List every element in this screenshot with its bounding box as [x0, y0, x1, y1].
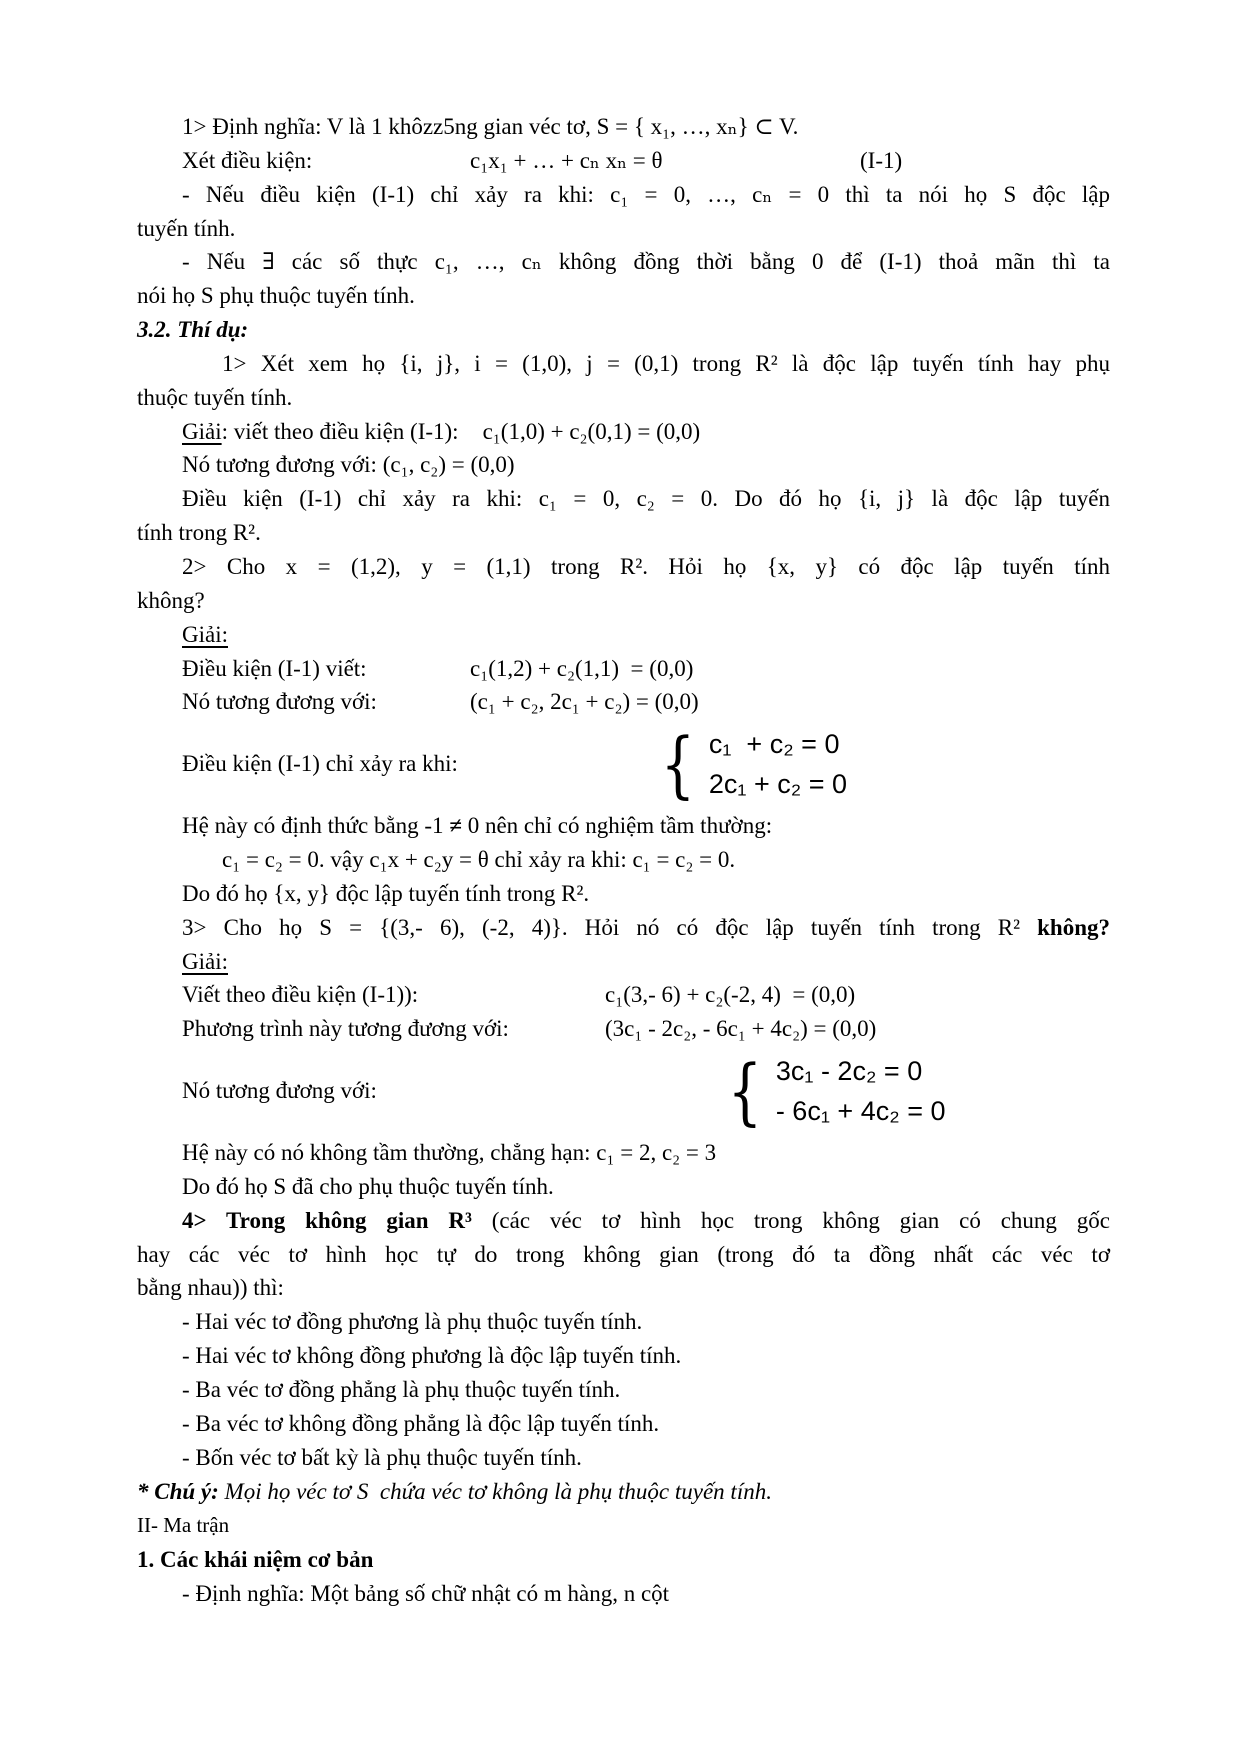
example1-conclusion	[137, 482, 1110, 516]
text-segment: Điều kiện (I-1) chỉ xảy ra khi: c₁ = 0, c₂ = 0. Do đó họ {i, j} là độc lập tuyến	[182, 486, 1110, 512]
equation-group	[776, 1051, 946, 1131]
example1-statement-cont	[137, 381, 1110, 415]
note-line	[137, 1475, 1110, 1509]
text-segment: Mọi họ véc tơ S chứa véc tơ không là phụ thuộc tuyến tính.	[218, 1478, 772, 1504]
solution-label: Giải:	[182, 948, 228, 974]
text-segment: - Bốn véc tơ bất kỳ là phụ thuộc tuyến tính.	[182, 1444, 582, 1470]
example1-equiv	[137, 448, 1110, 482]
line-dependent-def	[137, 245, 1110, 279]
condition-label: Xét điều kiện:	[182, 147, 313, 173]
equation-ref: (I-1)	[860, 147, 903, 173]
bullet-three-noncoplanar	[137, 1407, 1110, 1441]
text-segment: 2> Cho x = (1,2), y = (1,1) trong R². Hỏi họ {x, y} có độc lập tuyến tính	[182, 553, 1110, 579]
text-segment: 3> Cho họ S = {(3,- 6), (-2, 4)}. Hỏi nó có độc lập tuyến tính trong R²	[182, 914, 1038, 940]
bullet-three-coplanar	[137, 1373, 1110, 1407]
text-segment: nói họ S phụ thuộc tuyến tính.	[137, 283, 415, 309]
condition-label: Phương trình này tương đương với:	[182, 1016, 509, 1042]
text-segment: Hệ này có nó không tầm thường, chẳng hạn: c₁ = 2, c₂ = 3	[182, 1140, 717, 1166]
text-segment: - Hai véc tơ không đồng phương là độc lập tuyến tính.	[182, 1343, 682, 1369]
line-nontrivial	[137, 1136, 1110, 1170]
line-trivial-solution	[137, 843, 1110, 877]
text-segment: Hệ này có định thức bằng -1	[182, 813, 450, 839]
equation-group	[709, 724, 847, 804]
text-segment: 1> Xét xem họ {i, j}, i = (1,0), j = (0,1) trong R² là độc lập tuyến tính hay phụ	[222, 350, 1110, 376]
equation-row: - 6c₁ + 4c₂ = 0	[775, 1096, 946, 1127]
system-2	[137, 1049, 1110, 1133]
line-condition	[137, 144, 1110, 178]
example3-condition	[137, 978, 1110, 1012]
solution-label: Giải	[182, 418, 222, 444]
formula: c₁(1,2) + c₂(1,1) = (0,0)	[470, 655, 694, 681]
equation-row: 2c₁ + c₂ = 0	[708, 769, 847, 800]
example1-solution	[137, 415, 1110, 449]
text-segment: 1> Định nghĩa: V là 1 khôzz5ng gian véc tơ, S = { x₁, …, xₙ} ⊂ V.	[182, 114, 799, 139]
text-segment: - Ba véc tơ không đồng phẳng là độc lập tuyến tính.	[182, 1410, 660, 1436]
left-brace-icon: {	[660, 722, 696, 807]
text-segment: không?	[137, 587, 205, 613]
text-segment: tuyến tính.	[137, 215, 236, 241]
line-determinant	[137, 809, 1110, 843]
text-segment: Do đó họ S đã cho phụ thuộc tuyến tính.	[182, 1173, 554, 1199]
text-segment: hay các véc tơ hình học tự do trong không gian (trong đó ta đồng nhất các véc tơ	[137, 1241, 1110, 1267]
text-segment: - Định nghĩa: Một bảng số chữ nhật có m hàng, n cột	[182, 1581, 670, 1607]
example2-conclusion	[137, 877, 1110, 911]
example2-statement	[137, 550, 1110, 584]
heading-text: 3.2. Thí dụ:	[137, 317, 249, 343]
example1-statement	[137, 347, 1110, 381]
section-heading: II- Ma trận	[137, 1513, 230, 1538]
line-dependent-def-cont	[137, 279, 1110, 313]
equation-row: c₁ + c₂ = 0	[708, 729, 840, 760]
example3-conclusion	[137, 1170, 1110, 1204]
matrix-definition	[137, 1577, 1110, 1611]
text-segment: - Ba véc tơ đồng phẳng là phụ thuộc tuyến tính.	[182, 1377, 621, 1402]
text-segment: - Nếu điều kiện (I-1) chỉ xảy ra khi: c₁ = 0, …, cₙ = 0 thì ta nói họ S độc lập	[182, 181, 1110, 207]
text-segment: Do đó họ {x, y} độc lập tuyến tính trong R².	[182, 880, 590, 906]
formula: c₁(1,0) + c₂(0,1) = (0,0)	[482, 418, 701, 444]
bullet-two-collinear	[137, 1305, 1110, 1339]
text-segment: bằng nhau)) thì:	[137, 1275, 284, 1301]
example1-conclusion-cont	[137, 516, 1110, 550]
line-independent-def	[137, 178, 1110, 212]
example2-condition	[137, 652, 1110, 686]
system-1	[137, 722, 1110, 806]
example-number: 4> Trong không gian R³	[182, 1207, 472, 1233]
system-label: Điều kiện (I-1) chỉ xảy ra khi:	[182, 751, 458, 777]
text-segment: c₁ = c₂ = 0. vậy c₁x + c₂y = θ chỉ xảy ra khi: c₁ = c₂ = 0.	[222, 847, 736, 873]
example3-statement	[137, 911, 1110, 945]
text-segment: - Nếu ∃ các số thực c₁, …, cₙ không đồng thời bằng 0 để (I-1) thoả mãn thì ta	[182, 249, 1110, 275]
line-independent-def-cont	[137, 212, 1110, 246]
condition-label: Viết theo điều kiện (I-1)):	[182, 982, 419, 1008]
text-segment: - Hai véc tơ đồng phương là phụ thuộc tuyến tính.	[182, 1309, 643, 1335]
left-brace-icon: {	[727, 1049, 763, 1134]
example4-statement-cont2	[137, 1271, 1110, 1305]
example2-statement-cont	[137, 584, 1110, 618]
not-equal-sign: ≠	[449, 813, 462, 839]
text-segment: tính trong R².	[137, 520, 261, 546]
text-segment: không?	[1037, 914, 1110, 940]
example3-solution	[137, 945, 1110, 979]
line-definition	[137, 110, 1110, 144]
text-segment: (các véc tơ hình học trong không gian có chung gốc	[471, 1207, 1110, 1233]
example4-statement-cont1	[137, 1238, 1110, 1272]
example4-statement	[137, 1204, 1110, 1238]
document-content	[137, 110, 1110, 1611]
formula: (c₁ + c₂, 2c₁ + c₂) = (0,0)	[470, 689, 699, 715]
formula: (3c₁ - 2c₂, - 6c₁ + 4c₂) = (0,0)	[605, 1016, 877, 1042]
system-label: Nó tương đương với:	[182, 1078, 377, 1104]
bullet-two-noncollinear	[137, 1339, 1110, 1373]
heading-basic-concepts	[137, 1543, 1110, 1577]
solution-label: Giải:	[182, 621, 228, 647]
condition-label: Nó tương đương với:	[182, 689, 377, 715]
formula: c₁(3,- 6) + c₂(-2, 4) = (0,0)	[605, 982, 856, 1008]
heading-matrix-section	[137, 1508, 1110, 1543]
equation-row: 3c₁ - 2c₂ = 0	[775, 1056, 923, 1087]
note-label: * Chú ý:	[137, 1478, 219, 1504]
heading-text: 1. Các khái niệm cơ bản	[137, 1547, 374, 1573]
text-segment: 0 nên chỉ có nghiệm tầm thường:	[461, 813, 773, 839]
example2-solution	[137, 618, 1110, 652]
heading-examples	[137, 313, 1110, 347]
formula: c₁x₁ + … + cₙ xₙ = θ	[470, 147, 663, 173]
bullet-four-vectors	[137, 1441, 1110, 1475]
text-segment: Nó tương đương với: (c₁, c₂) = (0,0)	[182, 452, 515, 478]
text-segment: : viết theo điều kiện (I-1):	[221, 418, 459, 444]
condition-label: Điều kiện (I-1) viết:	[182, 655, 367, 681]
text-segment: thuộc tuyến tính.	[137, 384, 293, 410]
example2-equiv	[137, 685, 1110, 719]
example3-equiv	[137, 1012, 1110, 1046]
